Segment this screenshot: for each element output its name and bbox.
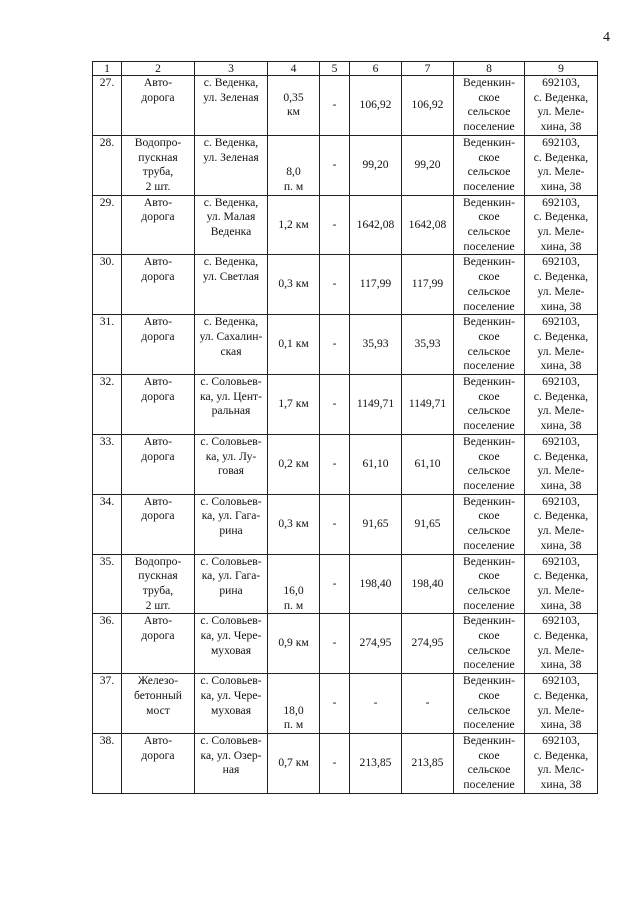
owner-name: Веденкин- ское сельское поселение [454,434,525,494]
header-cell: 9 [525,62,598,76]
object-length: 0,3 км [268,494,320,554]
header-cell: 2 [122,62,195,76]
col5-value: - [320,434,350,494]
object-type: Авто- дорога [122,494,195,554]
object-address: с. Веденка, ул. Зеленая [195,135,268,195]
col5-value: - [320,674,350,734]
object-type: Авто- дорога [122,614,195,674]
object-type: Авто- дорога [122,434,195,494]
owner-name: Веденкин- ское сельское поселение [454,315,525,375]
row-number: 29. [93,195,122,255]
object-type: Авто- дорога [122,315,195,375]
col7-value: 213,85 [402,733,454,793]
owner-name: Веденкин- ское сельское поселение [454,375,525,435]
object-type: Водопро- пускная труба, 2 шт. [122,554,195,614]
table-row [93,494,598,554]
row-number: 36. [93,614,122,674]
owner-address: 692103, с. Веденка, ул. Мелс- хина, 38 [525,733,598,793]
object-address: с. Веденка, ул. Малая Веденка [195,195,268,255]
table-row [93,614,598,674]
col7-value: 99,20 [402,135,454,195]
row-number: 32. [93,375,122,435]
col7-value: 1642,08 [402,195,454,255]
object-type: Авто- дорога [122,76,195,136]
row-number: 33. [93,434,122,494]
col7-value: 1149,71 [402,375,454,435]
owner-name: Веденкин- ское сельское поселение [454,76,525,136]
registry-table [92,61,598,794]
col6-value: 1642,08 [350,195,402,255]
owner-name: Веденкин- ское сельское поселение [454,554,525,614]
object-length: 0,35 км [268,76,320,136]
header-cell: 6 [350,62,402,76]
owner-address: 692103, с. Веденка, ул. Меле- хина, 38 [525,76,598,136]
table-row [93,135,598,195]
owner-name: Веденкин- ское сельское поселение [454,255,525,315]
table-row [93,674,598,734]
header-cell: 3 [195,62,268,76]
col7-value: 117,99 [402,255,454,315]
object-length: 0,3 км [268,255,320,315]
header-row [93,62,598,76]
col6-value: 198,40 [350,554,402,614]
object-length: 0,9 км [268,614,320,674]
col7-value: 106,92 [402,76,454,136]
col6-value: - [350,674,402,734]
table-row [93,375,598,435]
row-number: 27. [93,76,122,136]
object-address: с. Соловьев- ка, ул. Гага- рина [195,554,268,614]
owner-name: Веденкин- ское сельское поселение [454,494,525,554]
owner-address: 692103, с. Веденка, ул. Меле- хина, 38 [525,135,598,195]
object-address: с. Соловьев- ка, ул. Гага- рина [195,494,268,554]
header-cell: 8 [454,62,525,76]
col6-value: 35,93 [350,315,402,375]
owner-address: 692103, с. Веденка, ул. Меле- хина, 38 [525,554,598,614]
col5-value: - [320,375,350,435]
col5-value: - [320,76,350,136]
object-address: с. Веденка, ул. Зеленая [195,76,268,136]
object-address: с. Соловьев- ка, ул. Чере- муховая [195,674,268,734]
header-cell: 4 [268,62,320,76]
table-row [93,733,598,793]
col5-value: - [320,315,350,375]
owner-address: 692103, с. Веденка, ул. Меле- хина, 38 [525,375,598,435]
object-length: 1,7 км [268,375,320,435]
object-address: с. Веденка, ул. Сахалин- ская [195,315,268,375]
object-type: Авто- дорога [122,255,195,315]
object-length: 0,1 км [268,315,320,375]
owner-name: Веденкин- ское сельское поселение [454,195,525,255]
owner-address: 692103, с. Веденка, ул. Меле- хина, 38 [525,674,598,734]
owner-address: 692103, с. Веденка, ул. Меле- хина, 38 [525,195,598,255]
object-type: Авто- дорога [122,733,195,793]
object-address: с. Соловьев- ка, ул. Цент- ральная [195,375,268,435]
header-cell: 7 [402,62,454,76]
object-length: 1,2 км [268,195,320,255]
row-number: 28. [93,135,122,195]
col7-value: - [402,674,454,734]
col5-value: - [320,614,350,674]
col5-value: - [320,494,350,554]
col5-value: - [320,255,350,315]
row-number: 31. [93,315,122,375]
object-length: 0,7 км [268,733,320,793]
object-type: Авто- дорога [122,195,195,255]
col7-value: 274,95 [402,614,454,674]
col6-value: 117,99 [350,255,402,315]
col6-value: 1149,71 [350,375,402,435]
col5-value: - [320,135,350,195]
object-type: Авто- дорога [122,375,195,435]
owner-address: 692103, с. Веденка, ул. Меле- хина, 38 [525,255,598,315]
object-address: с. Веденка, ул. Светлая [195,255,268,315]
table-row [93,315,598,375]
col6-value: 213,85 [350,733,402,793]
owner-name: Веденкин- ское сельское поселение [454,733,525,793]
table-row [93,434,598,494]
row-number: 30. [93,255,122,315]
row-number: 34. [93,494,122,554]
col6-value: 99,20 [350,135,402,195]
object-type: Железо- бетонный мост [122,674,195,734]
row-number: 38. [93,733,122,793]
owner-name: Веденкин- ское сельское поселение [454,674,525,734]
owner-address: 692103, с. Веденка, ул. Меле- хина, 38 [525,494,598,554]
header-cell: 1 [93,62,122,76]
object-length: 0,2 км [268,434,320,494]
object-address: с. Соловьев- ка, ул. Озер- ная [195,733,268,793]
owner-name: Веденкин- ское сельское поселение [454,614,525,674]
table-row [93,195,598,255]
row-number: 37. [93,674,122,734]
object-type: Водопро- пускная труба, 2 шт. [122,135,195,195]
table-row [93,76,598,136]
header-cell: 5 [320,62,350,76]
object-address: с. Соловьев- ка, ул. Лу- говая [195,434,268,494]
col6-value: 61,10 [350,434,402,494]
owner-address: 692103, с. Веденка, ул. Меле- хина, 38 [525,614,598,674]
object-length: 8,0 п. м [268,135,320,195]
owner-name: Веденкин- ское сельское поселение [454,135,525,195]
col6-value: 91,65 [350,494,402,554]
col5-value: - [320,554,350,614]
col6-value: 106,92 [350,76,402,136]
row-number: 35. [93,554,122,614]
page-number: 4 [603,30,610,45]
col7-value: 61,10 [402,434,454,494]
table-row [93,554,598,614]
owner-address: 692103, с. Веденка, ул. Меле- хина, 38 [525,315,598,375]
object-length: 16,0 п. м [268,554,320,614]
object-length: 18,0 п. м [268,674,320,734]
col7-value: 91,65 [402,494,454,554]
owner-address: 692103, с. Веденка, ул. Меле- хина, 38 [525,434,598,494]
col7-value: 35,93 [402,315,454,375]
col5-value: - [320,733,350,793]
table-row [93,255,598,315]
col6-value: 274,95 [350,614,402,674]
col5-value: - [320,195,350,255]
col7-value: 198,40 [402,554,454,614]
object-address: с. Соловьев- ка, ул. Чере- муховая [195,614,268,674]
